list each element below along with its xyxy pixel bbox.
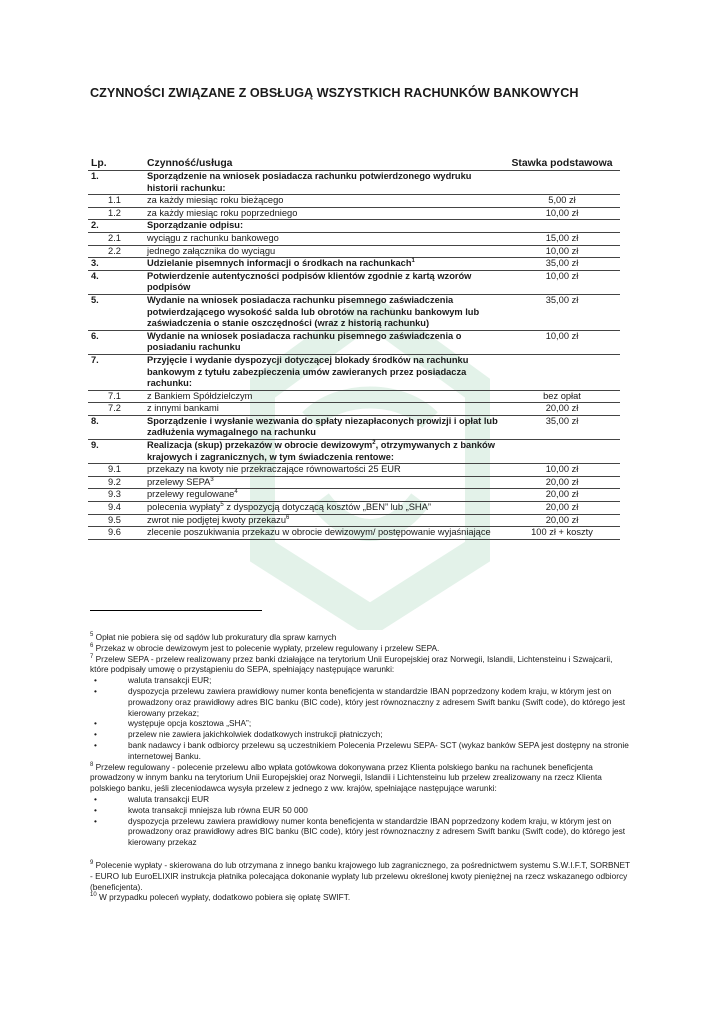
footnote-8: $^8$ Przelew regulowany - polecenie przelewu albo wpłata gotówkowa dokonywana przez Klienta polskiego banku na rachunek beneficjenta prowadzony w innym banku na terytorium Unii Europejskiej oraz Norwegii, Islandii i Lichtensteinu lub przelew zrealizowany na rzecz Klienta polskiego banku, jeśli zleceniodawca wysyła przelew z jednego z ww. krajów, spełniające następujące warunki: — [90, 761, 602, 794]
list-item: • kwota transakcji mniejsza lub równa EUR 50 000 — [90, 805, 630, 816]
row-description — [144, 270, 504, 294]
row-rate: 10,00 zł — [504, 270, 620, 294]
row-description-text: z Bankiem Spółdzielczym — [147, 390, 253, 401]
row-rate — [504, 440, 620, 464]
row-description — [144, 354, 504, 390]
row-description-text: polecenia wypłaty — [147, 502, 221, 513]
footnote-separator — [90, 610, 262, 611]
row-description — [144, 415, 504, 439]
row-description — [144, 489, 504, 502]
row-rate: 10,00 zł — [504, 330, 620, 354]
table-row — [88, 415, 620, 439]
row-lp: 2. — [88, 220, 144, 233]
list-item: • występuje opcja kosztowa „SHA”; — [90, 718, 630, 729]
table-header-row — [88, 155, 620, 171]
row-description — [144, 527, 504, 540]
row-description — [144, 294, 504, 330]
table-row — [88, 245, 620, 258]
row-lp: 7.1 — [88, 390, 144, 403]
footnote-ref: 2 — [372, 439, 376, 446]
list-item: • dyspozycja przelewu zawiera prawidłowy numer konta beneficjenta w standardzie IBAN poprzedzony kodem kraju, w którym jest on prowadzony oraz prawidłowy adres BIC banku (BIC code), który jest równoznaczny z adresem Swift banku (Swift code), do którego jest kierowany przekaz — [90, 816, 630, 848]
footnote-5: $^5$ Opłat nie pobiera się od sądów lub prokuratury dla spraw karnych — [90, 632, 337, 642]
row-description — [144, 258, 504, 271]
footnote-ref: 1 — [411, 258, 415, 265]
table-row — [88, 354, 620, 390]
row-description-text: z innymi bankami — [147, 403, 219, 414]
fee-table — [88, 155, 620, 540]
table-row — [88, 514, 620, 527]
row-description — [144, 207, 504, 220]
table-row — [88, 171, 620, 195]
row-lp: 8. — [88, 415, 144, 439]
row-rate: 20,00 zł — [504, 502, 620, 515]
row-lp: 1.1 — [88, 195, 144, 208]
table-row — [88, 390, 620, 403]
row-rate: 10,00 zł — [504, 207, 620, 220]
row-lp: 6. — [88, 330, 144, 354]
row-lp: 5. — [88, 294, 144, 330]
table-row — [88, 207, 620, 220]
row-description-text: Sporządzenie na wniosek posiadacza rachunku potwierdzonego wydruku historii rachunku: — [147, 171, 472, 193]
row-description — [144, 403, 504, 416]
row-rate: 100 zł + koszty — [504, 527, 620, 540]
header-rate: Stawka podstawowa — [504, 155, 620, 171]
row-lp: 9.6 — [88, 527, 144, 540]
row-rate: 5,00 zł — [504, 195, 620, 208]
list-item: • przelew nie zawiera jakichkolwiek dodatkowych instrukcji płatniczych; — [90, 729, 630, 740]
footnote-7-list — [90, 675, 630, 761]
row-rate: 35,00 zł — [504, 415, 620, 439]
row-description-text: zlecenie poszukiwania przekazu w obrocie dewizowym/ postępowanie wyjaśniające — [147, 527, 491, 538]
row-description-text: Sporządzanie odpisu: — [147, 220, 244, 231]
footnote-7: $^7$ Przelew SEPA - przelew realizowany przez banki działające na terytorium Unii Europejskiej oraz Norwegii, Islandii, Lichtensteinu i Szwajcarii, które podpisały umowę o przystąpieniu do SEPA, spełniający następujące warunki: — [90, 653, 613, 675]
page-title: CZYNNOŚCI ZWIĄZANE Z OBSŁUGĄ WSZYSTKICH RACHUNKÓW BANKOWYCH — [90, 86, 579, 100]
row-lp: 2.1 — [88, 232, 144, 245]
row-description-text: przelewy regulowane — [147, 489, 235, 500]
row-description-text: jednego załącznika do wyciągu — [147, 245, 276, 256]
row-rate: 20,00 zł — [504, 489, 620, 502]
row-rate: 35,00 zł — [504, 258, 620, 271]
row-description-text: , otrzymywanych z banków krajowych i zagranicznych, w tym świadczenia rentowe: — [147, 440, 495, 462]
row-description-text: Potwierdzenie autentyczności podpisów klientów zgodnie z kartą wzorów podpisów — [147, 270, 472, 293]
table-row — [88, 232, 620, 245]
row-description — [144, 464, 504, 477]
row-description-text: przekazy na kwoty nie przekraczające równowartości 25 EUR — [147, 464, 401, 475]
table-row — [88, 270, 620, 294]
row-rate: 10,00 zł — [504, 245, 620, 258]
row-rate — [504, 171, 620, 195]
row-rate: 35,00 zł — [504, 294, 620, 330]
row-description — [144, 195, 504, 208]
row-description — [144, 171, 504, 195]
row-rate: 20,00 zł — [504, 476, 620, 489]
row-description — [144, 330, 504, 354]
row-rate: 15,00 zł — [504, 232, 620, 245]
row-description-text: za każdy miesiąc roku poprzedniego — [147, 207, 298, 218]
row-description-text: Sporządzenie i wysłanie wezwania do spłaty niezapłaconych prowizji i opłat lub zadłużenia wymagalnego na rachunku — [147, 415, 498, 438]
table-row — [88, 403, 620, 416]
row-description — [144, 220, 504, 233]
row-lp: 2.2 — [88, 245, 144, 258]
row-description-text: zwrot nie podjętej kwoty przekazu — [147, 514, 287, 525]
row-description-text: Wydanie na wniosek posiadacza rachunku pisemnego zaświadczenia potwierdzającego wysokość salda lub obrotów na rachunku bankowym lub zaświadczenia o stanie oszczędności (wraz z historią rachunku) — [147, 294, 480, 329]
row-description — [144, 232, 504, 245]
row-lp: 9.5 — [88, 514, 144, 527]
row-lp: 7. — [88, 354, 144, 390]
header-lp: Lp. — [88, 155, 144, 171]
header-service: Czynność/usługa — [144, 155, 504, 171]
footnote-ref: 6 — [286, 514, 290, 521]
table-row — [88, 464, 620, 477]
row-description-text: wyciągu z rachunku bankowego — [147, 232, 279, 243]
row-rate: 20,00 zł — [504, 514, 620, 527]
row-description — [144, 390, 504, 403]
list-item: • dyspozycja przelewu zawiera prawidłowy numer konta beneficjenta w standardzie IBAN poprzedzony kodem kraju, w którym jest on prowadzony oraz prawidłowy adres BIC banku (BIC code), który jest równoznaczny z adresem Swift banku (Swift code), do którego jest kierowany przekaz; — [90, 686, 630, 718]
row-rate — [504, 220, 620, 233]
table-row — [88, 440, 620, 464]
row-rate: 10,00 zł — [504, 464, 620, 477]
list-item: • waluta transakcji EUR; — [90, 675, 630, 686]
row-description-text: Udzielanie pisemnych informacji o środkach na rachunkach — [147, 258, 412, 269]
row-lp: 7.2 — [88, 403, 144, 416]
list-item: • bank nadawcy i bank odbiorcy przelewu są uczestnikiem Polecenia Przelewu SEPA- SCT (wykaz banków SEPA jest dostępny na stronie internetowej Banku. — [90, 740, 630, 762]
table-row — [88, 220, 620, 233]
row-description-text: Wydanie na wniosek posiadacza rachunku pisemnego zaświadczenia o posiadaniu rachunku — [147, 330, 462, 353]
row-lp: 3. — [88, 258, 144, 271]
footnote-6: $^6$ Przekaz w obrocie dewizowym jest to polecenie wypłaty, przelew regulowany i przelew SEPA. — [90, 642, 440, 653]
row-rate — [504, 354, 620, 390]
table-row — [88, 502, 620, 515]
row-description — [144, 502, 504, 515]
list-item: • waluta transakcji EUR — [90, 794, 630, 805]
footnote-ref: 5 — [220, 501, 224, 508]
row-description-text: za każdy miesiąc roku bieżącego — [147, 195, 284, 206]
row-lp: 9.1 — [88, 464, 144, 477]
row-lp: 4. — [88, 270, 144, 294]
footnote-9: $^9$ Polecenie wypłaty - skierowana do lub otrzymana z innego banku krajowego lub zagranicznego, za pośrednictwem systemu S.W.I.F.T, SORBNET - EURO lub EuroELIXIR instrukcja płatnika polecająca dokonanie wypłaty lub przelewu określonej kwoty pieniężnej na rzecz wskazanego odbiorcy (beneficjenta). — [90, 859, 630, 892]
row-lp: 1. — [88, 171, 144, 195]
row-lp: 9.4 — [88, 502, 144, 515]
table-row — [88, 294, 620, 330]
row-description — [144, 476, 504, 489]
table-row — [88, 195, 620, 208]
table-row — [88, 258, 620, 271]
row-description-text: z dyspozycją dotyczącą kosztów „BEN” lub „SHA” — [223, 502, 431, 513]
footnote-ref: 4 — [234, 489, 238, 496]
footnote-ref: 3 — [210, 476, 214, 483]
row-lp: 9.3 — [88, 489, 144, 502]
row-lp: 1.2 — [88, 207, 144, 220]
row-description-text: Realizacja (skup) przekazów w obrocie dewizowym — [147, 440, 373, 451]
footnotes — [90, 632, 630, 903]
footnote-8-list — [90, 794, 630, 848]
row-description-text: Przyjęcie i wydanie dyspozycji dotyczącej blokady środków na rachunku bankowym z tytułu zabezpieczenia umów zawieranych przez posiadacza rachunku: — [147, 354, 469, 389]
row-lp: 9.2 — [88, 476, 144, 489]
footnote-10: $^{10}$ W przypadku poleceń wypłaty, dodatkowo pobiera się opłatę SWIFT. — [90, 892, 351, 903]
table-row — [88, 489, 620, 502]
row-lp: 9. — [88, 440, 144, 464]
row-description — [144, 514, 504, 527]
table-row — [88, 476, 620, 489]
row-description-text: przelewy SEPA — [147, 476, 211, 487]
table-row — [88, 527, 620, 540]
row-description — [144, 245, 504, 258]
row-rate: bez opłat — [504, 390, 620, 403]
table-row — [88, 330, 620, 354]
row-rate: 20,00 zł — [504, 403, 620, 416]
row-description — [144, 440, 504, 464]
